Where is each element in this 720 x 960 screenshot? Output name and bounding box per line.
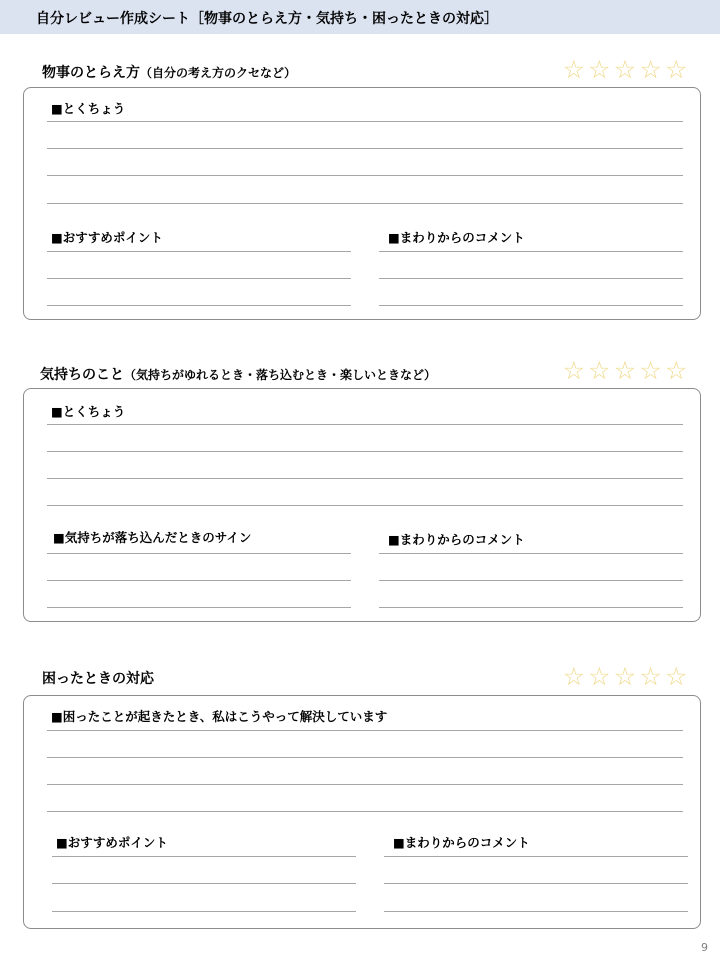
writing-line[interactable] — [379, 553, 683, 554]
section-2-title — [40, 364, 436, 384]
section-2-title-text: 気持ちのこと — [40, 367, 124, 383]
section-3-title — [42, 668, 154, 688]
section-2-box — [23, 388, 701, 622]
writing-line[interactable] — [47, 175, 683, 176]
star-icon[interactable]: ☆ — [639, 356, 662, 385]
star-icon[interactable]: ☆ — [562, 662, 585, 691]
writing-line[interactable] — [384, 911, 688, 912]
star-icon[interactable]: ☆ — [613, 356, 637, 385]
star-icon[interactable]: ☆ — [639, 662, 662, 691]
writing-line[interactable] — [47, 305, 351, 306]
star-icon[interactable]: ☆ — [562, 356, 585, 385]
section-2-label-left: ■気持ちが落ち込んだときのサイン — [53, 530, 252, 545]
writing-line[interactable] — [379, 305, 683, 306]
section-1-label-left: ■おすすめポイント — [51, 230, 163, 245]
section-3-title-text: 困ったときの対応 — [42, 671, 154, 687]
section-1-label-main: ■とくちょう — [51, 101, 126, 116]
star-icon[interactable]: ☆ — [588, 356, 611, 385]
star-icon[interactable]: ☆ — [588, 662, 611, 691]
writing-line[interactable] — [47, 553, 351, 554]
writing-line[interactable] — [47, 424, 683, 425]
writing-line[interactable] — [47, 121, 683, 122]
writing-line[interactable] — [47, 278, 351, 279]
writing-line[interactable] — [384, 856, 688, 857]
writing-line[interactable] — [47, 505, 683, 506]
writing-line[interactable] — [47, 148, 683, 149]
header-bar — [0, 0, 720, 34]
writing-line[interactable] — [47, 478, 683, 479]
page-title: 自分レビュー作成シート［物事のとらえ方・気持ち・困ったときの対応］ — [36, 11, 498, 27]
section-1-label-right: ■まわりからのコメント — [388, 230, 525, 245]
section-3-box — [23, 695, 701, 929]
writing-line[interactable] — [47, 730, 683, 731]
section-3-label-main: ■困ったことが起きたとき、私はこうやって解決しています — [51, 709, 388, 724]
star-icon[interactable]: ☆ — [664, 356, 688, 385]
writing-line[interactable] — [379, 278, 683, 279]
star-icon[interactable]: ☆ — [639, 55, 662, 84]
star-icon[interactable]: ☆ — [588, 55, 611, 84]
section-1-rating[interactable] — [561, 57, 689, 82]
writing-line[interactable] — [379, 251, 683, 252]
writing-line[interactable] — [52, 911, 356, 912]
writing-line[interactable] — [379, 607, 683, 608]
section-2-rating[interactable] — [561, 358, 689, 383]
writing-line[interactable] — [52, 856, 356, 857]
writing-line[interactable] — [47, 811, 683, 812]
writing-line[interactable] — [47, 203, 683, 204]
section-1-box — [23, 87, 701, 320]
star-icon[interactable]: ☆ — [613, 55, 637, 84]
star-icon[interactable]: ☆ — [664, 55, 688, 84]
section-2-subtitle: （気持ちがゆれるとき・落ち込むとき・楽しいときなど） — [124, 368, 437, 382]
section-2-label-right: ■まわりからのコメント — [388, 532, 525, 547]
section-3-rating[interactable] — [561, 664, 689, 689]
writing-line[interactable] — [52, 883, 356, 884]
writing-line[interactable] — [384, 883, 688, 884]
writing-line[interactable] — [47, 757, 683, 758]
section-1-title — [42, 62, 296, 82]
writing-line[interactable] — [47, 580, 351, 581]
writing-line[interactable] — [47, 251, 351, 252]
section-3-label-left: ■おすすめポイント — [56, 835, 168, 850]
star-icon[interactable]: ☆ — [613, 662, 637, 691]
page-number: 9 — [701, 941, 708, 954]
writing-line[interactable] — [379, 580, 683, 581]
star-icon[interactable]: ☆ — [562, 55, 585, 84]
writing-line[interactable] — [47, 607, 351, 608]
section-1-title-text: 物事のとらえ方 — [42, 65, 140, 81]
writing-line[interactable] — [47, 451, 683, 452]
star-icon[interactable]: ☆ — [664, 662, 688, 691]
section-1-subtitle: （自分の考え方のクセなど） — [140, 66, 297, 80]
section-3-label-right: ■まわりからのコメント — [393, 835, 530, 850]
section-2-label-main: ■とくちょう — [51, 404, 126, 419]
writing-line[interactable] — [47, 784, 683, 785]
